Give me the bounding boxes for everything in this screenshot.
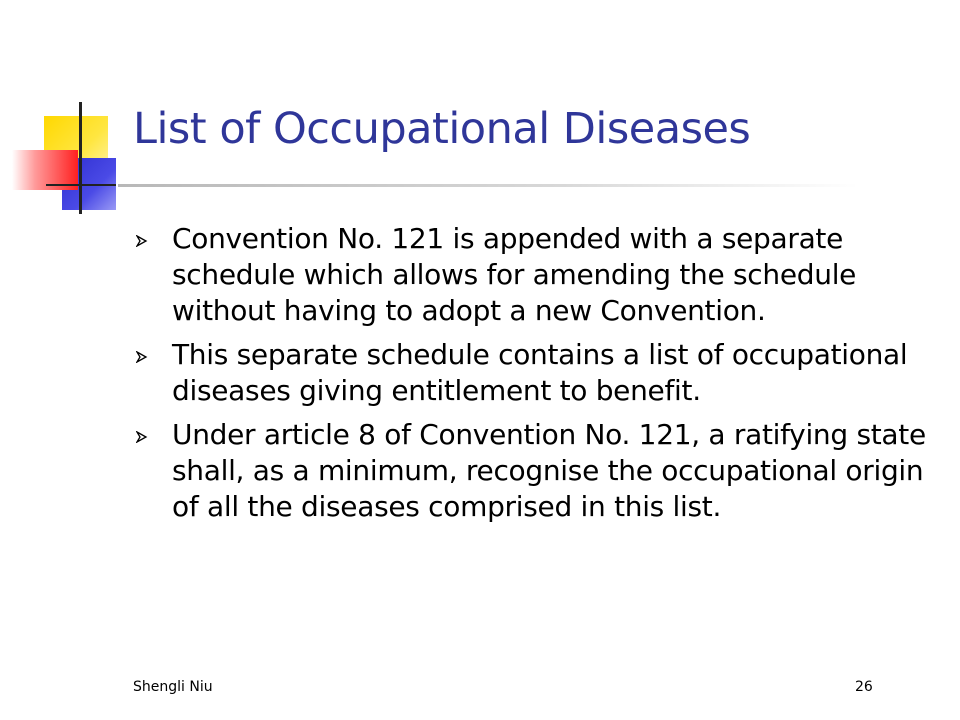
footer-page-number: 26 bbox=[855, 679, 873, 695]
bullet-text: This separate schedule contains a list of occupational diseases giving entitlement to benefit. bbox=[172, 338, 908, 407]
bullet-item bbox=[136, 417, 926, 525]
bullet-item bbox=[136, 337, 926, 409]
title-underline bbox=[118, 184, 858, 187]
arrow-bullet-icon bbox=[136, 431, 148, 443]
logo-vertical-line bbox=[79, 102, 82, 214]
decorative-logo bbox=[0, 0, 140, 230]
arrow-bullet-icon bbox=[136, 351, 148, 363]
bullet-text: Convention No. 121 is appended with a separate schedule which allows for amending the schedule without having to adopt a new Convention. bbox=[172, 222, 857, 327]
footer-author: Shengli Niu bbox=[133, 679, 213, 695]
bullet-list bbox=[136, 221, 926, 533]
arrow-bullet-icon bbox=[136, 235, 148, 247]
bullet-text: Under article 8 of Convention No. 121, a ratifying state shall, as a minimum, recognise the occupational origin of all the diseases comprised in this list. bbox=[172, 418, 926, 523]
slide-title: List of Occupational Diseases bbox=[133, 104, 751, 154]
bullet-item bbox=[136, 221, 926, 329]
logo-horizontal-line bbox=[46, 184, 116, 186]
